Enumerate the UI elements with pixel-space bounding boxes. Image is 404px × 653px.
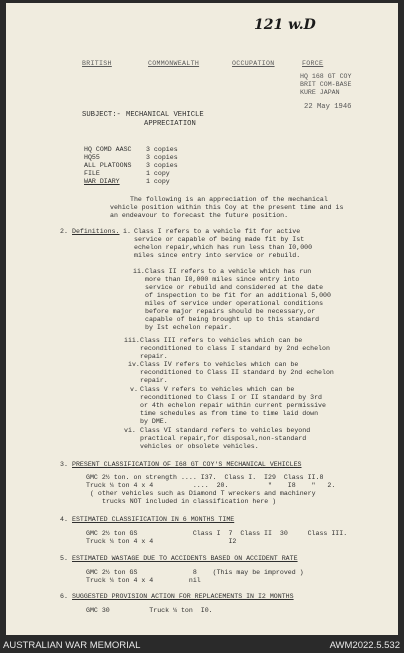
distribution-recipient: FILE: [84, 170, 100, 177]
table-row: GMC 2½ ton GS 8 (This may be improved ): [86, 569, 304, 576]
distribution-recipient: ALL PLATOONS: [84, 162, 132, 169]
intro-line: vehicle position within this Coy at the present time and is: [110, 204, 344, 211]
table-row: Truck ¼ ton 4 x 4 .... 20. " I8 " 2.: [86, 482, 336, 489]
address-line: KURE JAPAN: [300, 89, 340, 96]
intro-line: an endeavour to forecast the future position.: [110, 212, 289, 219]
subject-line: APPRECIATION: [144, 120, 196, 128]
handwritten-annotation: 121 w.D: [254, 17, 316, 33]
table-row: GMC 2½ ton GS Class I 7 Class II 30 Class III.: [86, 530, 348, 537]
address-line: HQ 168 GT COY: [300, 73, 352, 80]
section-heading: Definitions.: [72, 228, 120, 235]
document-date: 22 May 1946: [304, 103, 352, 111]
distribution-copies: 1 copy: [146, 170, 170, 177]
distribution-copies: 3 copies: [146, 162, 178, 169]
intro-line: The following is an appreciation of the mechanical: [130, 196, 328, 203]
subject-line: MECHANICAL VEHICLE: [126, 111, 204, 119]
section-heading: SUGGESTED PROVISION ACTION FOR REPLACEMENTS IN I2 MONTHS: [72, 593, 294, 600]
footer-bar: [0, 638, 404, 653]
header-occupation: OCCUPATION: [232, 60, 275, 67]
section-heading: ESTIMATED WASTAGE DUE TO ACCIDENTS BASED ON ACCIDENT RATE: [72, 555, 298, 562]
address-line: BRIT COM-BASE: [300, 81, 352, 88]
table-row: GMC 2½ ton. on strength .... I37. Class I. I29 Class II.8: [86, 474, 324, 481]
footer-source: AUSTRALIAN WAR MEMORIAL: [3, 640, 141, 651]
section-number: 2.: [60, 228, 68, 235]
distribution-copies: 3 copies: [146, 146, 178, 153]
section-number: 6.: [60, 593, 68, 600]
footer-accession-number: AWM2022.5.532: [329, 640, 400, 651]
section-heading: ESTIMATED CLASSIFICATION IN 6 MONTHS TIME: [72, 516, 235, 523]
section-number: 5.: [60, 555, 68, 562]
distribution-recipient: HQ COMD AASC: [84, 146, 132, 153]
table-row: trucks NOT included in classification here ): [102, 498, 277, 505]
section-heading: PRESENT CLASSIFICATION OF I68 GT COY'S MECHANICAL VEHICLES: [72, 461, 302, 468]
section-number: 4.: [60, 516, 68, 523]
table-row: GMC 30 Truck ¼ ton I0.: [86, 607, 213, 614]
section-number: 3.: [60, 461, 68, 468]
table-row: Truck ¼ ton 4 x 4 I2: [86, 538, 237, 545]
distribution-copies: 3 copies: [146, 154, 178, 161]
table-row: ( other vehicles such as Diamond T wreckers and machinery: [90, 490, 316, 497]
subject-label: SUBJECT:-: [82, 111, 121, 119]
table-row: Truck ¼ ton 4 x 4 nil: [86, 577, 201, 584]
header-british: BRITISH: [82, 60, 112, 67]
distribution-recipient: HQ55: [84, 154, 100, 161]
distribution-recipient: WAR DIARY: [84, 178, 120, 185]
header-commonwealth: COMMONWEALTH: [148, 60, 200, 67]
distribution-copies: 1 copy: [146, 178, 170, 185]
document-page: 121 w.D BRITISH COMMONWEALTH OCCUPATION FORCE HQ 168 GT COY BRIT COM-BASE KURE JAPAN 22 May 1946 SUBJECT:- MECHANICAL VEHICLE APPRECIATION HQ COMD AASC 3 copies HQ55 3 copies ALL PLATOONS 3 copies FILE 1 copy WAR DIARY 1 copy The following is an appreciation of the mechanical vehicle position within this Coy at the present time and is an endeavour to forecast the future position. 2. Definitions. i. Class I refers to a vehicle fit for active service or capable of being made fit by Ist echelon repair,which has run less than I0,000 miles since entry into service or rebuild. ii. Class II refers to a vehicle which has run more than I0,000 miles since entry into service or rebuild and considered at the date of inspection to be fit for an additional 5,000 miles of service under operational conditions before major repairs should be necessary,or capable of being brought up to this standard by Ist echelon repair. iii. Class III refers to vehicles which can be reconditioned to class I standard by 2nd echelon repair. iv. Class IV refers to vehicles which can be reconditioned to Class II standard by 2nd echelon repair. v. Class V refers to vehicles which can be reconditioned to Class I or II standard by 3rd or 4th echelon repair within current permissive time schedules as from time to time laid down by DME. vi. Class VI standard refers to vehicles beyond practical repair,for disposal,non-standard vehicles or obsolete vehicles. 3. PRESENT CLASSIFICATION OF I68 GT COY'S MECHANICAL VEHICLES GMC 2½ ton. on strength .... I37. Class I. I29 Class II.8 Truck ¼ ton 4 x 4 .... 20. " I8 " 2. ( other vehicles such as Diamond T wreckers and machinery trucks NOT included in classification here ) 4. ESTIMATED CLASSIFICATION IN 6 MONTHS TIME GMC 2½ ton GS Class I 7 Class II 30 Class III. Truck ¼ ton 4 x 4 I2 5. ESTIMATED WASTAGE DUE TO ACCIDENTS BASED ON ACCIDENT RATE GMC 2½ ton GS 8 (This may be improved ) Truck ¼ ton 4 x 4 nil 6. SUGGESTED PROVISION ACTION FOR REPLACEMENTS IN I2 MONTHS GMC 30 Truck ¼ ton I0.: [6, 3, 398, 635]
header-force: FORCE: [302, 60, 324, 67]
